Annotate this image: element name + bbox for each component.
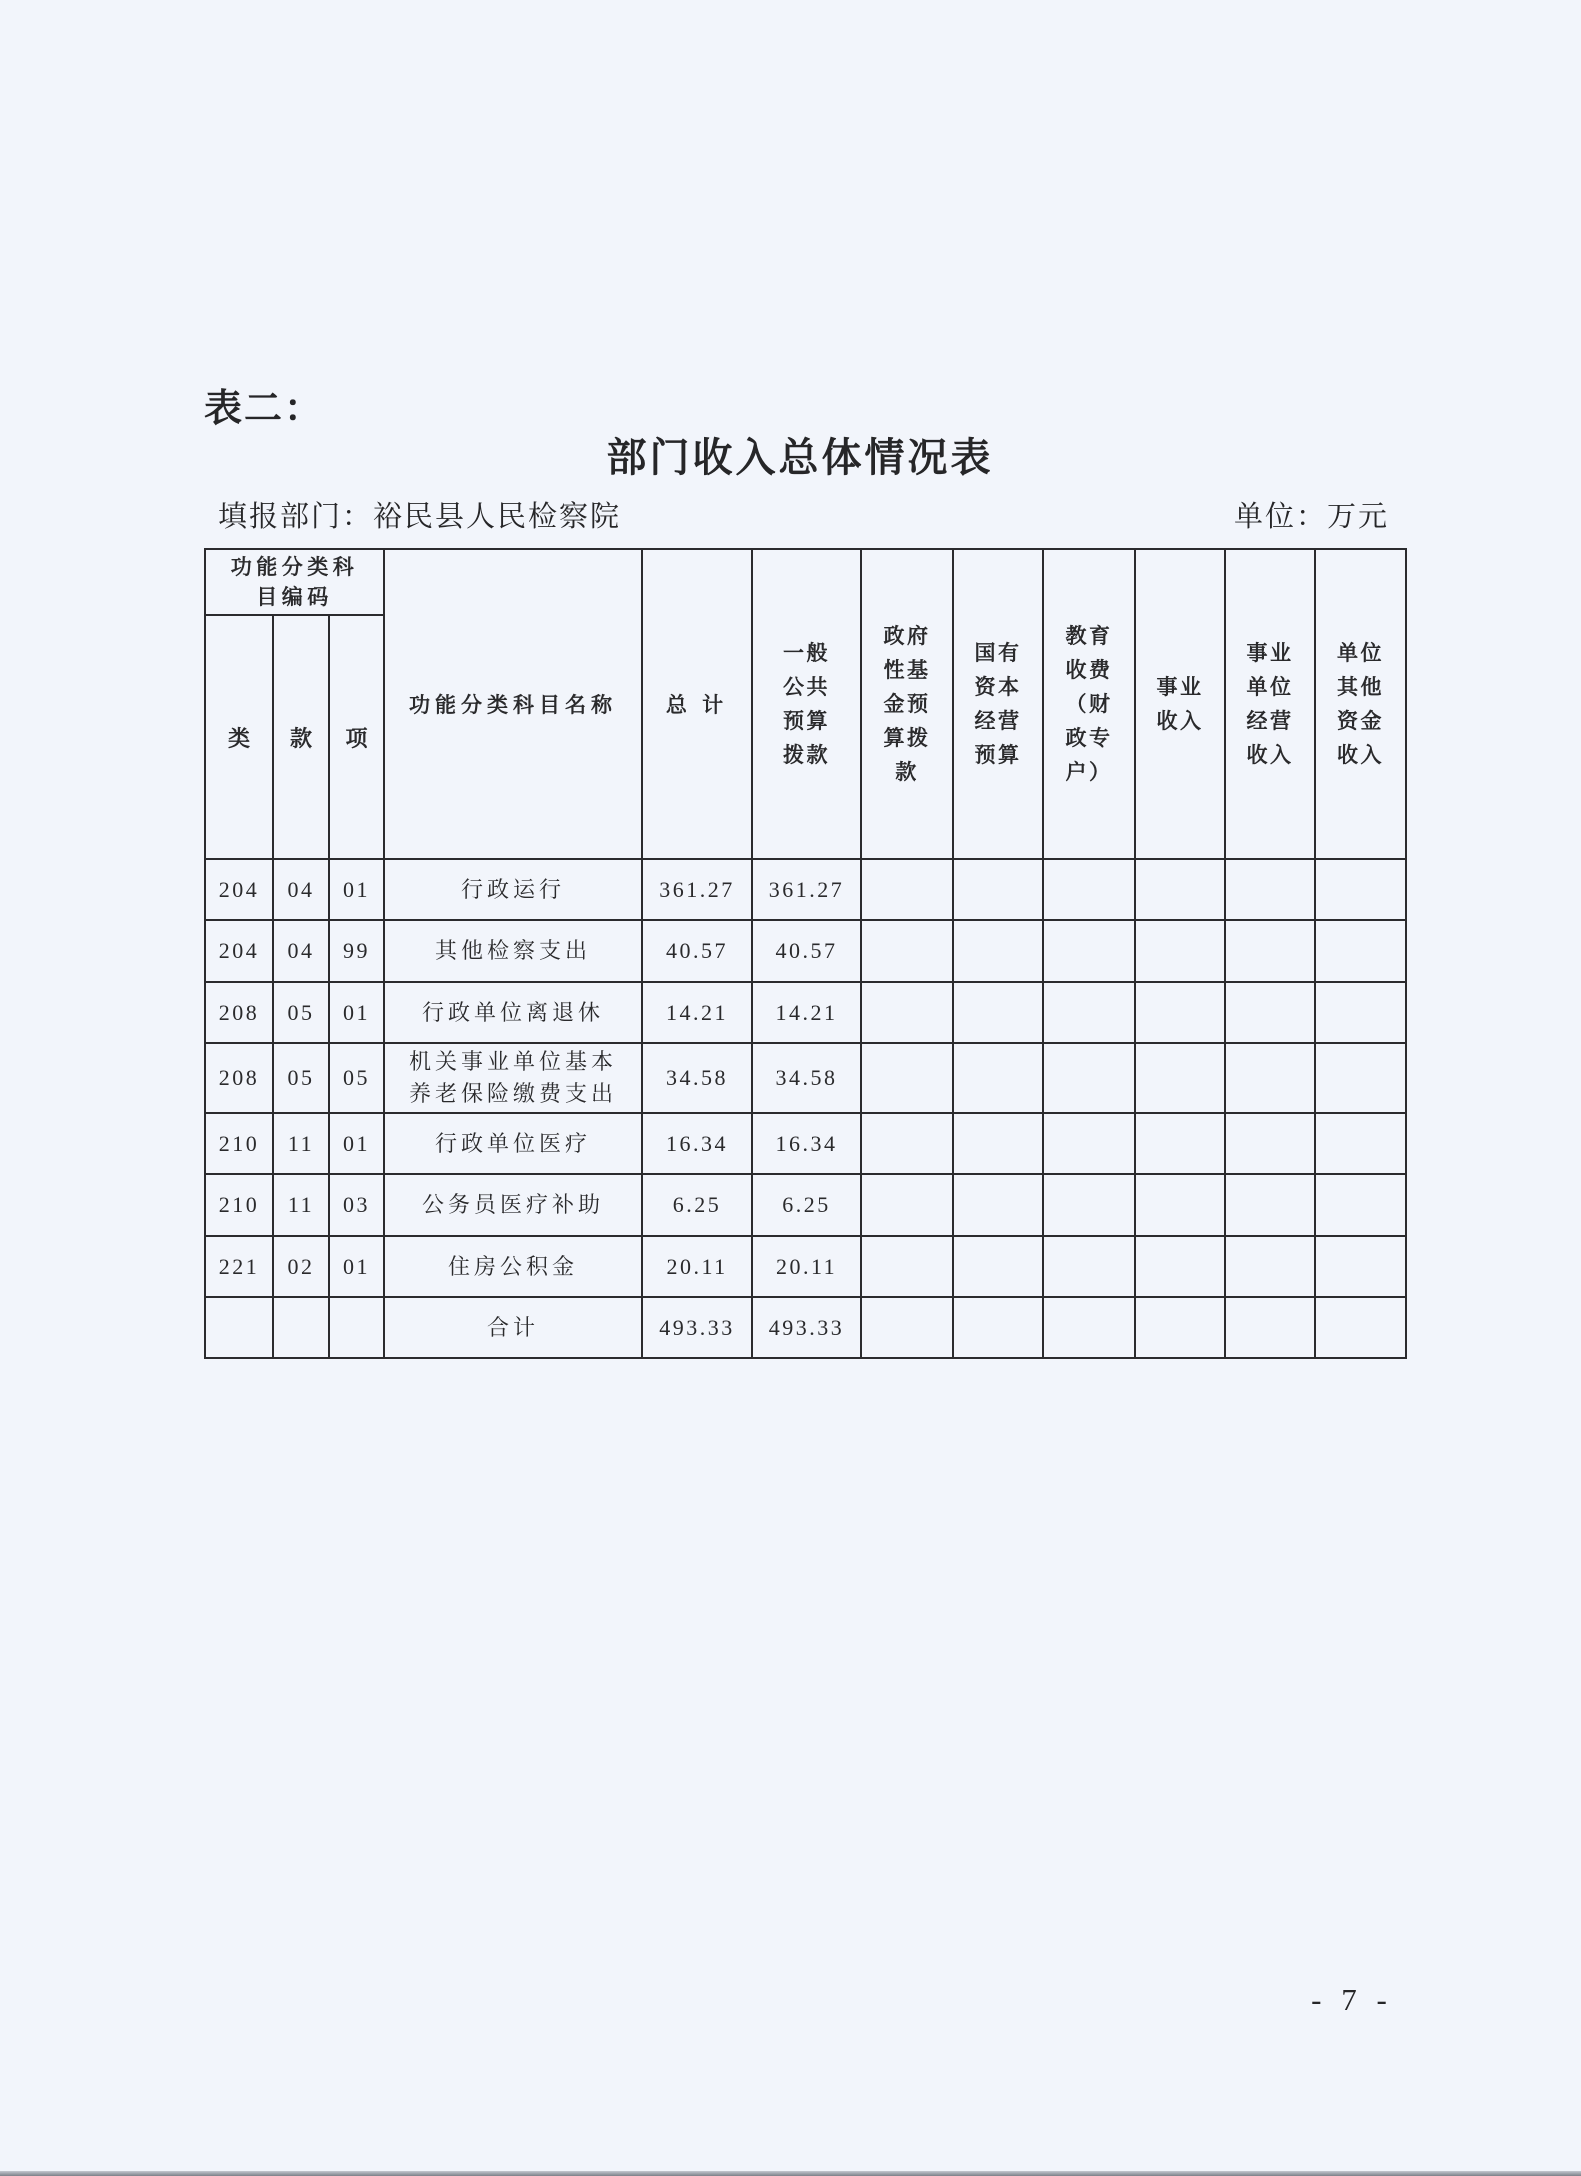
header-edu-fee — [1043, 549, 1135, 859]
cell-business-income — [1135, 982, 1225, 1043]
cell-kuan: 11 — [273, 1113, 329, 1174]
cell-total: 16.34 — [642, 1113, 752, 1174]
cell-general-budget: 20.11 — [752, 1236, 861, 1297]
header-item-name-label: 功能分类科目名称 — [409, 693, 618, 717]
cell-gov-fund — [861, 1174, 953, 1236]
cell-lei: 210 — [205, 1113, 273, 1174]
page-title: 部门收入总体情况表 — [606, 435, 994, 480]
cell-edu-fee — [1043, 859, 1135, 920]
cell-kuan: 05 — [273, 982, 329, 1043]
cell-total: 40.57 — [642, 920, 752, 982]
cell-general-budget: 14.21 — [752, 982, 861, 1043]
table-row — [205, 1043, 1406, 1113]
header-state-capital-label: 国有资本经营预算 — [974, 641, 1022, 767]
header-state-capital — [953, 549, 1043, 859]
header-edu-fee-label: 教育收费（财政专户） — [1065, 624, 1113, 784]
cell-edu-fee — [1043, 982, 1135, 1043]
header-lei — [205, 615, 273, 859]
cell-xiang: 01 — [329, 1113, 384, 1174]
cell-xiang: 01 — [329, 982, 384, 1043]
cell-state-capital — [953, 1297, 1043, 1358]
header-other-income — [1315, 549, 1406, 859]
cell-xiang: 99 — [329, 920, 384, 982]
cell-name: 公务员医疗补助 — [384, 1174, 642, 1236]
table-body — [205, 859, 1406, 1358]
reporting-department: 填报部门：裕民县人民检察院 — [218, 501, 622, 533]
cell-other-income — [1315, 859, 1406, 920]
header-kuan-label: 款 — [289, 725, 312, 751]
header-xiang-label: 项 — [345, 725, 368, 751]
header-business-income-label: 事业收入 — [1156, 675, 1204, 733]
cell-state-capital — [953, 1043, 1043, 1113]
scan-edge — [0, 2171, 1581, 2176]
cell-business-ops-income — [1225, 1174, 1315, 1236]
header-gov-fund-label: 政府性基金预算拨款 — [883, 624, 931, 784]
cell-kuan: 04 — [273, 920, 329, 982]
cell-gov-fund — [861, 1297, 953, 1358]
table-row — [205, 1236, 1406, 1297]
cell-business-ops-income — [1225, 859, 1315, 920]
cell-kuan: 11 — [273, 1174, 329, 1236]
cell-lei: 210 — [205, 1174, 273, 1236]
cell-xiang: 05 — [329, 1043, 384, 1113]
cell-xiang: 03 — [329, 1174, 384, 1236]
cell-gov-fund — [861, 859, 953, 920]
cell-name: 机关事业单位基本养老保险缴费支出 — [384, 1043, 642, 1113]
header-kuan — [273, 615, 329, 859]
cell-lei: 208 — [205, 1043, 273, 1113]
cell-business-income — [1135, 1113, 1225, 1174]
cell-business-income — [1135, 1174, 1225, 1236]
cell-gov-fund — [861, 1236, 953, 1297]
header-xiang — [329, 615, 384, 859]
header-other-income-label: 单位其他资金收入 — [1337, 641, 1385, 767]
cell-business-income — [1135, 1297, 1225, 1358]
cell-lei: 204 — [205, 920, 273, 982]
total-row — [205, 1297, 1406, 1358]
cell-xiang: 01 — [329, 1236, 384, 1297]
cell-business-income — [1135, 920, 1225, 982]
cell-general-budget: 40.57 — [752, 920, 861, 982]
cell-state-capital — [953, 859, 1043, 920]
table-row — [205, 1113, 1406, 1174]
cell-state-capital — [953, 1113, 1043, 1174]
cell-total: 34.58 — [642, 1043, 752, 1113]
cell-business-ops-income — [1225, 982, 1315, 1043]
cell-kuan: 05 — [273, 1043, 329, 1113]
cell-general-budget: 16.34 — [752, 1113, 861, 1174]
cell-business-income — [1135, 1236, 1225, 1297]
header-total — [642, 549, 752, 859]
cell-edu-fee — [1043, 1043, 1135, 1113]
cell-business-ops-income — [1225, 920, 1315, 982]
cell-general-budget: 6.25 — [752, 1174, 861, 1236]
cell-business-ops-income — [1225, 1043, 1315, 1113]
cell-edu-fee — [1043, 1297, 1135, 1358]
cell-lei — [205, 1297, 273, 1358]
cell-total: 14.21 — [642, 982, 752, 1043]
cell-other-income — [1315, 1043, 1406, 1113]
cell-kuan: 04 — [273, 859, 329, 920]
cell-business-ops-income — [1225, 1113, 1315, 1174]
cell-name: 行政单位离退休 — [384, 982, 642, 1043]
unit-label: 单位：万元 — [1233, 501, 1389, 533]
header-total-label: 总 计 — [665, 693, 729, 717]
cell-edu-fee — [1043, 920, 1135, 982]
table-row — [205, 859, 1406, 920]
page-number: - 7 - — [1311, 1982, 1393, 2017]
cell-other-income — [1315, 1113, 1406, 1174]
cell-state-capital — [953, 982, 1043, 1043]
cell-other-income — [1315, 1297, 1406, 1358]
cell-kuan — [273, 1297, 329, 1358]
header-general-budget-label: 一般公共预算拨款 — [783, 641, 831, 767]
header-gov-fund — [861, 549, 953, 859]
header-item-name — [384, 549, 642, 859]
cell-kuan: 02 — [273, 1236, 329, 1297]
cell-business-income — [1135, 1043, 1225, 1113]
header-code-group — [205, 549, 384, 615]
header-business-ops-income — [1225, 549, 1315, 859]
cell-edu-fee — [1043, 1236, 1135, 1297]
header-business-income — [1135, 549, 1225, 859]
cell-total: 20.11 — [642, 1236, 752, 1297]
cell-general-budget: 493.33 — [752, 1297, 861, 1358]
cell-other-income — [1315, 1174, 1406, 1236]
cell-name: 住房公积金 — [384, 1236, 642, 1297]
cell-state-capital — [953, 920, 1043, 982]
cell-gov-fund — [861, 982, 953, 1043]
cell-name: 合计 — [384, 1297, 642, 1358]
cell-other-income — [1315, 1236, 1406, 1297]
cell-business-income — [1135, 859, 1225, 920]
header-lei-label: 类 — [227, 725, 250, 751]
table-label: 表二： — [204, 388, 325, 430]
table-row — [205, 920, 1406, 982]
table-header — [205, 549, 1406, 859]
cell-xiang — [329, 1297, 384, 1358]
cell-name: 行政单位医疗 — [384, 1113, 642, 1174]
header-business-ops-income-label: 事业单位经营收入 — [1246, 641, 1294, 767]
cell-name: 其他检察支出 — [384, 920, 642, 982]
table-row — [205, 1174, 1406, 1236]
cell-total: 6.25 — [642, 1174, 752, 1236]
cell-lei: 208 — [205, 982, 273, 1043]
cell-total: 493.33 — [642, 1297, 752, 1358]
cell-xiang: 01 — [329, 859, 384, 920]
cell-other-income — [1315, 982, 1406, 1043]
cell-business-ops-income — [1225, 1236, 1315, 1297]
cell-gov-fund — [861, 1043, 953, 1113]
cell-total: 361.27 — [642, 859, 752, 920]
cell-other-income — [1315, 920, 1406, 982]
cell-gov-fund — [861, 920, 953, 982]
header-row — [205, 549, 1406, 615]
cell-name: 行政运行 — [384, 859, 642, 920]
cell-edu-fee — [1043, 1113, 1135, 1174]
cell-state-capital — [953, 1236, 1043, 1297]
cell-general-budget: 361.27 — [752, 859, 861, 920]
cell-gov-fund — [861, 1113, 953, 1174]
cell-lei: 221 — [205, 1236, 273, 1297]
cell-lei: 204 — [205, 859, 273, 920]
income-summary-table — [204, 548, 1407, 1359]
cell-edu-fee — [1043, 1174, 1135, 1236]
header-code-group-label: 功能分类科目编码 — [230, 555, 359, 609]
table-row — [205, 982, 1406, 1043]
cell-general-budget: 34.58 — [752, 1043, 861, 1113]
header-general-budget — [752, 549, 861, 859]
cell-business-ops-income — [1225, 1297, 1315, 1358]
cell-state-capital — [953, 1174, 1043, 1236]
